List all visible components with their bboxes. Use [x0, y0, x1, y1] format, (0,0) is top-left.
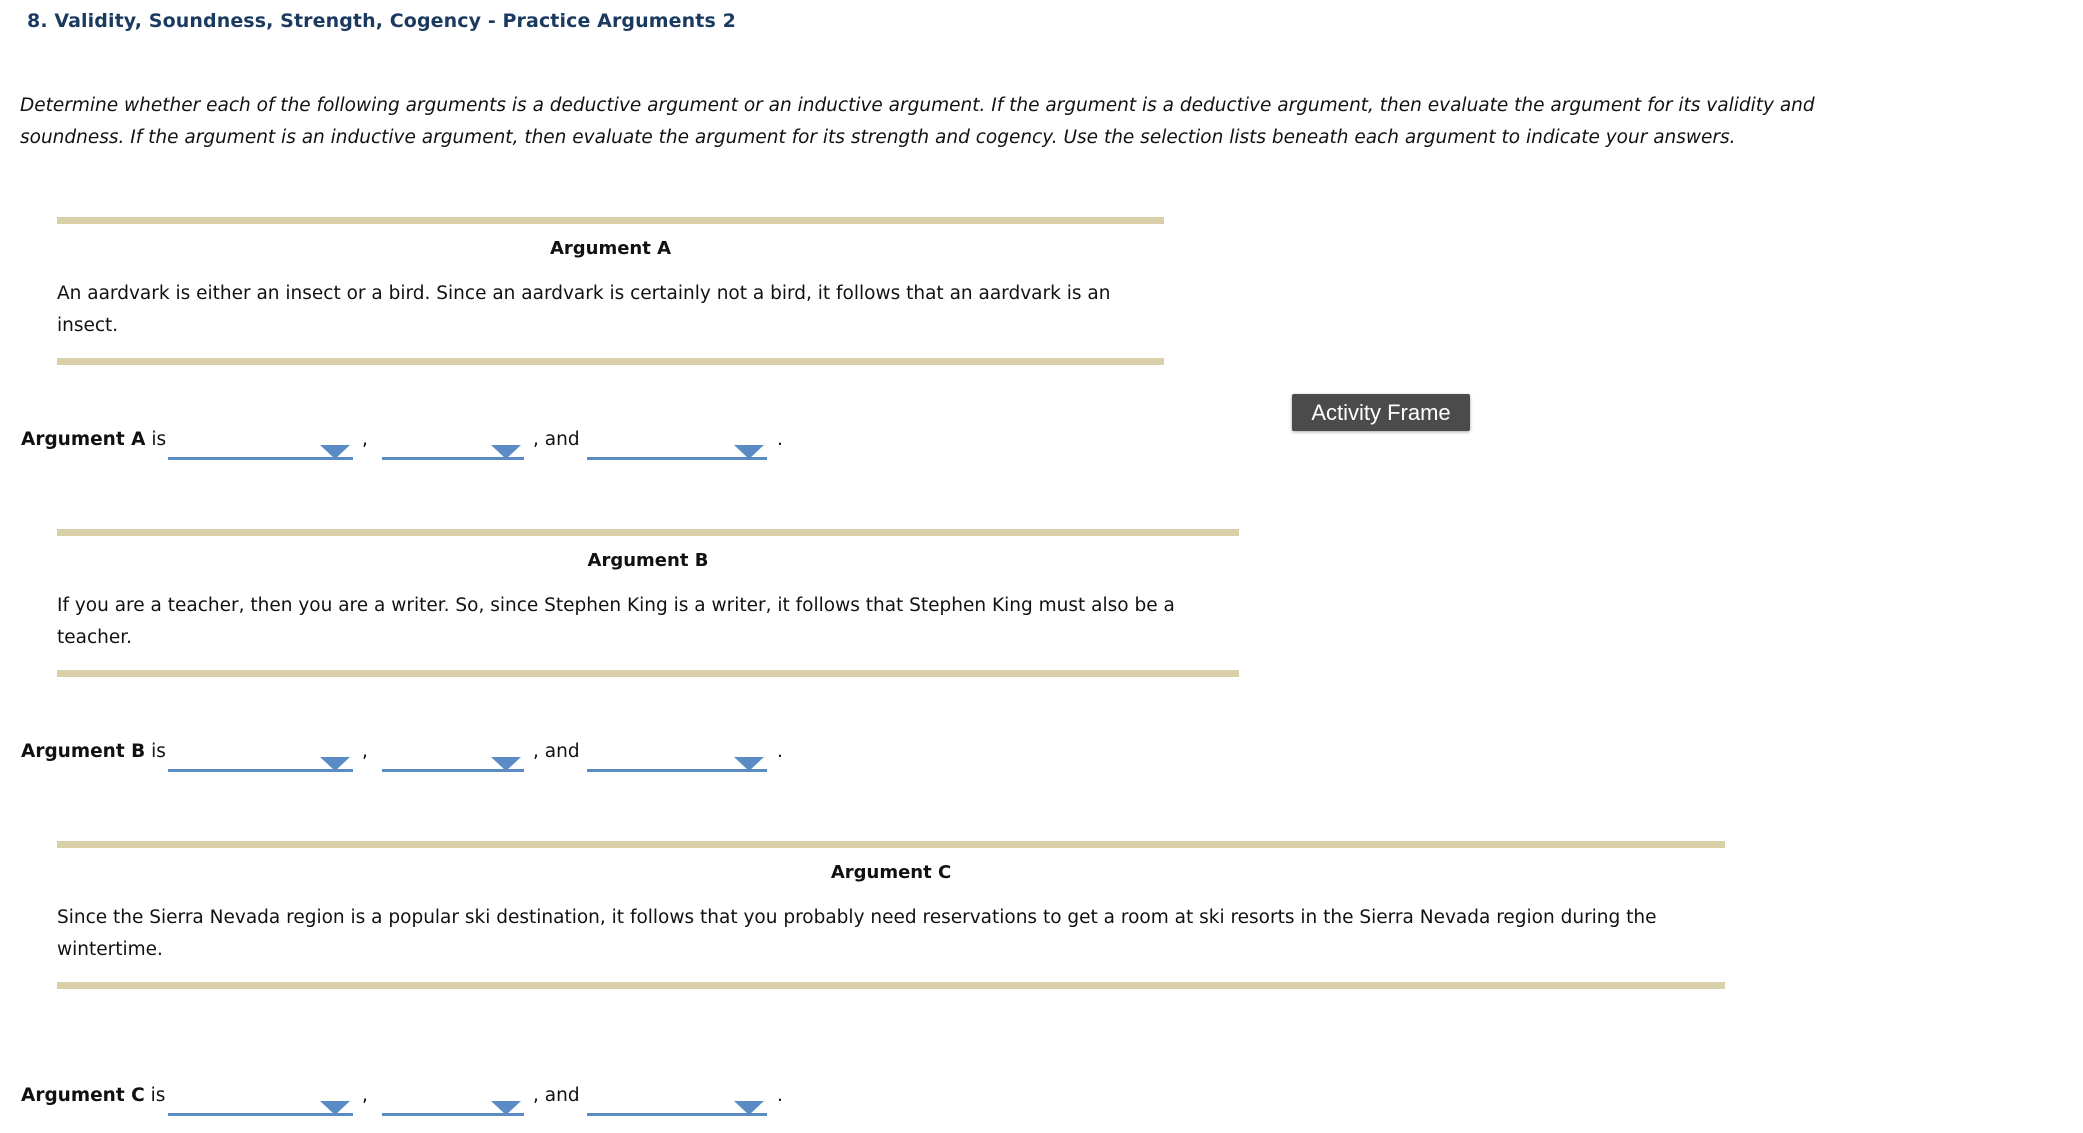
activity-frame-tooltip: Activity Frame — [1292, 394, 1470, 431]
argument-b-bottom-rule — [57, 670, 1239, 677]
instructions-text: Determine whether each of the following arguments is a deductive argument or an inductive argument. If the argument is a deductive argument, then evaluate the argument for its validity and soundness. If the argument is an inductive argument, then evaluate the argument for its strength and cogency. Use the selection lists beneath each argument to indicate your answers. — [20, 95, 1815, 148]
argument-a-top-rule — [57, 217, 1164, 224]
is-word: is — [151, 741, 166, 762]
argument-b-heading: Argument B — [587, 550, 709, 571]
chevron-down-icon[interactable] — [320, 757, 350, 771]
argument-a-answer-row — [21, 425, 801, 455]
period-separator: . — [777, 1085, 783, 1106]
period-separator: . — [777, 741, 783, 762]
is-word: is — [150, 1085, 166, 1106]
argument-b-type-select[interactable] — [168, 745, 353, 772]
and-separator: , and — [533, 741, 580, 762]
argument-b-answer-row — [21, 737, 801, 767]
argument-b-soundness-select[interactable] — [587, 745, 767, 772]
argument-a-bottom-rule — [57, 358, 1164, 365]
argument-c-bottom-rule — [57, 982, 1725, 989]
chevron-down-icon[interactable] — [734, 1101, 764, 1115]
argument-c-type-select[interactable] — [168, 1089, 353, 1116]
chevron-down-icon[interactable] — [491, 445, 521, 459]
argument-a-validity-select[interactable] — [382, 433, 524, 460]
is-word: is — [151, 429, 167, 450]
argument-c-text: Since the Sierra Nevada region is a popular ski destination, it follows that you probably need reservations to get a room at ski resorts in the Sierra Nevada region during the wintertime. — [57, 907, 1657, 960]
argument-c-box — [57, 841, 1725, 989]
chevron-down-icon[interactable] — [734, 445, 764, 459]
chevron-down-icon[interactable] — [734, 757, 764, 771]
argument-b-top-rule — [57, 529, 1239, 536]
period-separator: . — [777, 429, 783, 450]
chevron-down-icon[interactable] — [320, 445, 350, 459]
argument-c-cogency-select[interactable] — [587, 1089, 767, 1116]
argument-a-type-select[interactable] — [168, 433, 353, 460]
argument-c-strength-select[interactable] — [382, 1089, 524, 1116]
argument-b-box — [57, 529, 1239, 677]
argument-a-text: An aardvark is either an insect or a bird. Since an aardvark is certainly not a bird, it follows that an aardvark is an insect. — [57, 283, 1111, 336]
argument-c-top-rule — [57, 841, 1725, 848]
comma-separator: , — [362, 429, 368, 450]
argument-c-heading: Argument C — [830, 862, 952, 883]
and-separator: , and — [533, 1085, 580, 1106]
comma-separator: , — [362, 741, 368, 762]
argument-c-answer-row — [21, 1081, 801, 1111]
argument-a-heading: Argument A — [549, 238, 672, 259]
argument-b-answer-label: Argument B — [21, 741, 146, 762]
page-title: 8. Validity, Soundness, Strength, Cogency - Practice Arguments 2 — [27, 10, 736, 32]
argument-a-box — [57, 217, 1164, 365]
argument-c-answer-label: Argument C — [21, 1085, 145, 1106]
argument-b-text: If you are a teacher, then you are a writer. So, since Stephen King is a writer, it follows that Stephen King must also be a teacher. — [57, 595, 1175, 648]
argument-b-validity-select[interactable] — [382, 745, 524, 772]
chevron-down-icon[interactable] — [491, 757, 521, 771]
chevron-down-icon[interactable] — [320, 1101, 350, 1115]
chevron-down-icon[interactable] — [491, 1101, 521, 1115]
comma-separator: , — [362, 1085, 368, 1106]
argument-a-soundness-select[interactable] — [587, 433, 767, 460]
argument-a-answer-label: Argument A — [21, 429, 146, 450]
and-separator: , and — [533, 429, 580, 450]
